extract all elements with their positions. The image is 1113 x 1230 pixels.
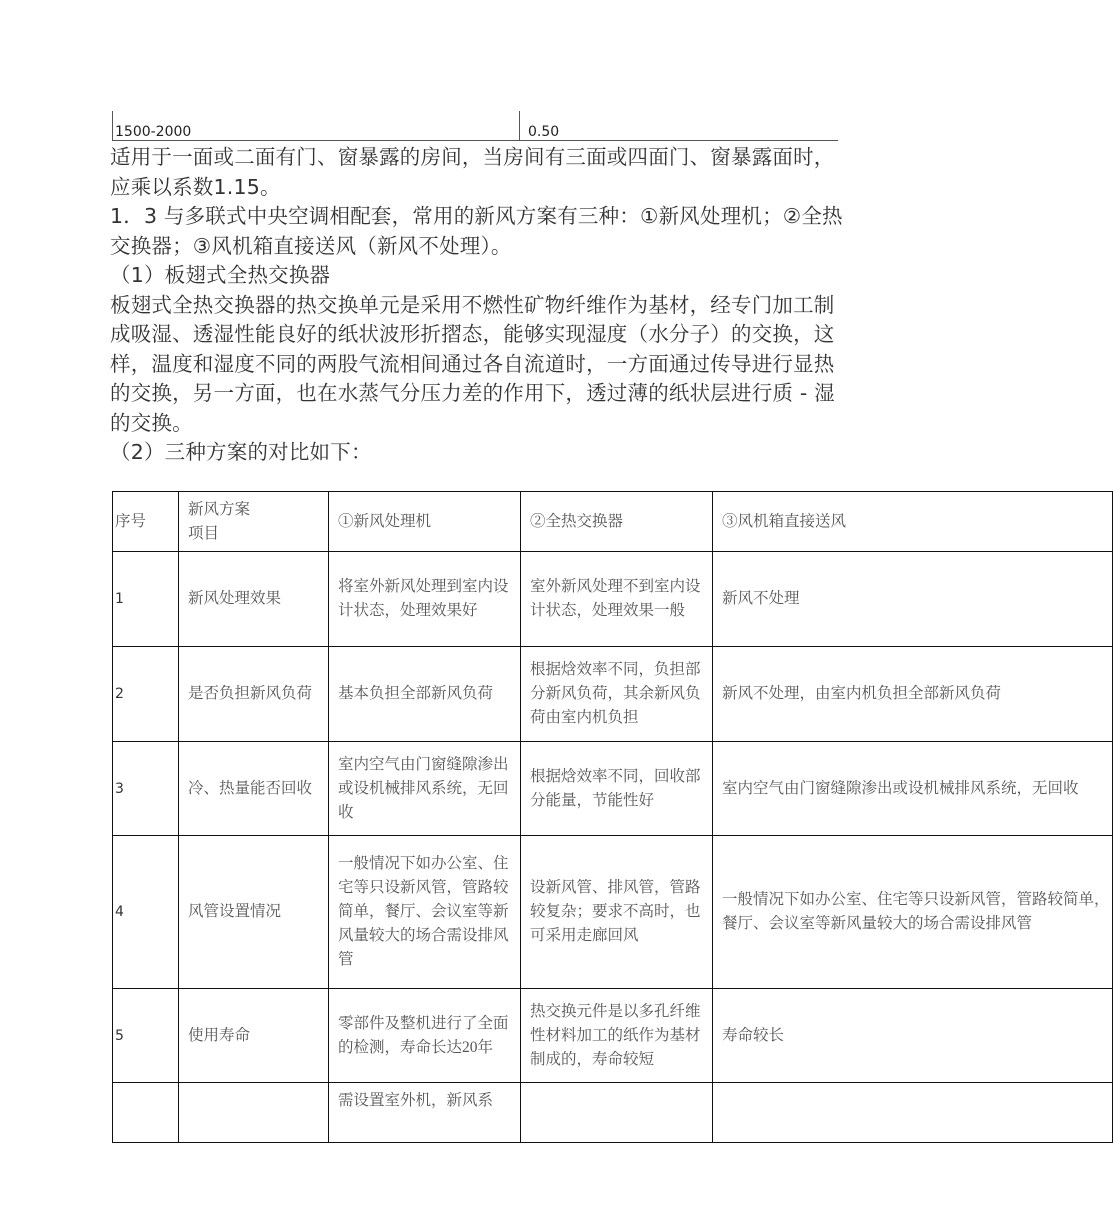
row-col2: 设新风管、排风管，管路较复杂；要求不高时，也可采用走廊回风 (521, 836, 713, 989)
header-item (179, 492, 329, 552)
row-item: 冷、热量能否回收 (179, 742, 329, 836)
header-item-bottom: 项目 (188, 524, 220, 542)
row-col1: 基本负担全部新风负荷 (329, 647, 521, 742)
row-item: 使用寿命 (179, 989, 329, 1083)
row-col2: 室外新风处理不到室内设计状态，处理效果一般 (521, 552, 713, 647)
row-col1: 需设置室外机，新风系 (329, 1083, 521, 1143)
row-col3: 新风不处理，由室内机负担全部新风负荷 (713, 647, 1113, 742)
row-col3: 新风不处理 (713, 552, 1113, 647)
row-number: 2 (113, 647, 179, 742)
row-col2: 热交换元件是以多孔纤维性材料加工的纸作为基材制成的，寿命较短 (521, 989, 713, 1083)
table-row (113, 1083, 1113, 1143)
header-item-top: 新风方案 (188, 500, 251, 518)
row-col3: 一般情况下如办公室、住宅等只设新风管，管路较简单，餐厅、会议室等新风量较大的场合需设排风管 (713, 836, 1113, 989)
header-col3: ③风机箱直接送风 (713, 492, 1113, 552)
header-col2: ②全热交换器 (521, 492, 713, 552)
row-number: 1 (113, 552, 179, 647)
row-col1: 零部件及整机进行了全面的检测，寿命长达20年 (329, 989, 521, 1083)
table-header-row (113, 492, 1113, 552)
table-row (113, 742, 1113, 836)
paragraph-note: 适用于一面或二面有门、窗暴露的房间，当房间有三面或四面门、窗暴露面时，应乘以系数1.15。 (110, 145, 835, 199)
paragraph-fresh-air-schemes: 1．3 与多联式中央空调相配套，常用的新风方案有三种：①新风处理机；②全热交换器；③风机箱直接送风（新风不处理）。 (110, 204, 843, 258)
header-col1: ①新风处理机 (329, 492, 521, 552)
row-number (113, 1083, 179, 1143)
row-number: 4 (113, 836, 179, 989)
row-col2: 根据焓效率不同，回收部分能量，节能性好 (521, 742, 713, 836)
row-col3 (713, 1083, 1113, 1143)
row-col2: 根据焓效率不同，负担部分新风负荷，其余新风负荷由室内机负担 (521, 647, 713, 742)
row-number: 3 (113, 742, 179, 836)
section-heading-comparison: （2）三种方案的对比如下： (110, 440, 372, 464)
row-item: 风管设置情况 (179, 836, 329, 989)
table-row (113, 647, 1113, 742)
row-col1: 将室外新风处理到室内设计状态，处理效果好 (329, 552, 521, 647)
paragraph-heat-exchanger: 板翅式全热交换器的热交换单元是采用不燃性矿物纤维作为基材，经专门加工制成吸湿、透湿性能良好的纸状波形折摺态，能够实现湿度（水分子）的交换，这样，温度和湿度不同的两股气流相间通过各自流道时，一方面通过传导进行显热的交换，另一方面，也在水蒸气分压力差的作用下，透过薄的纸状层进行质 - 湿的交换。 (110, 292, 835, 435)
header-seq: 序号 (113, 492, 179, 552)
comparison-table (112, 491, 1113, 1143)
row-item (179, 1083, 329, 1143)
row-item: 是否负担新风负荷 (179, 647, 329, 742)
row-col1: 室内空气由门窗缝隙渗出或设机械排风系统，无回收 (329, 742, 521, 836)
section-heading-heat-exchanger: （1）板翅式全热交换器 (110, 263, 331, 287)
row-col2 (521, 1083, 713, 1143)
row-col3: 寿命较长 (713, 989, 1113, 1083)
table-row (113, 989, 1113, 1083)
row-item: 新风处理效果 (179, 552, 329, 647)
row-col3: 室内空气由门窗缝隙渗出或设机械排风系统，无回收 (713, 742, 1113, 836)
range-cell: 1500-2000 (113, 111, 520, 141)
row-col1: 一般情况下如办公室、住宅等只设新风管，管路较简单，餐厅、会议室等新风量较大的场合需设排风管 (329, 836, 521, 989)
row-number: 5 (113, 989, 179, 1083)
table-row (113, 552, 1113, 647)
table-row (113, 836, 1113, 989)
coefficient-cell: 0.50 (520, 111, 839, 141)
